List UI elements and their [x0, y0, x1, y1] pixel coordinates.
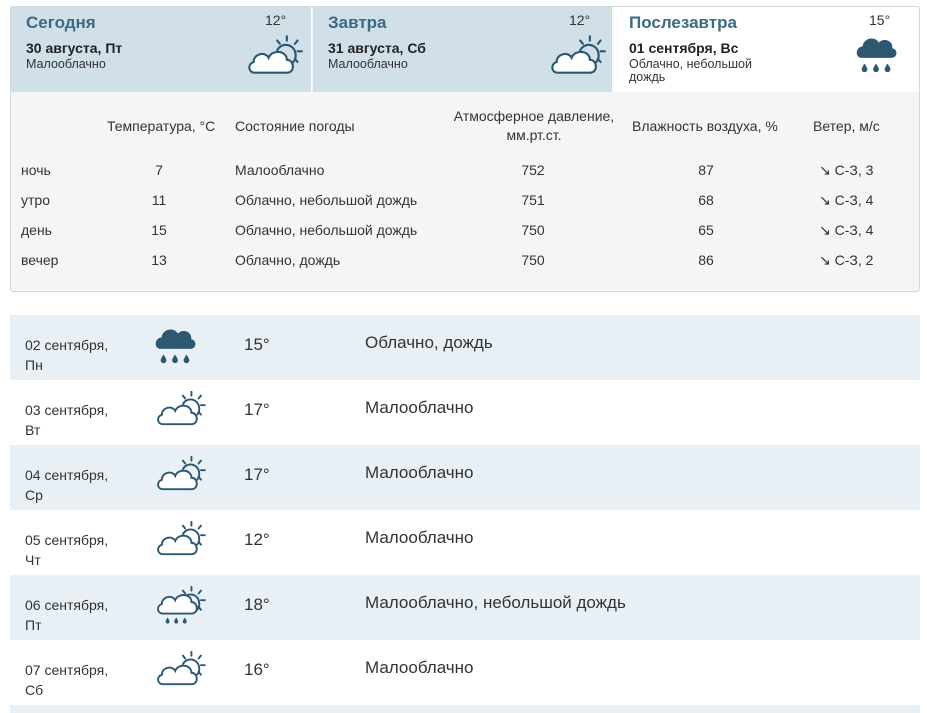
- partly-cloudy-icon: [547, 32, 607, 77]
- forecast-condition: Малооблачно, небольшой дождь: [365, 593, 626, 612]
- forecast-temperature: 16°: [244, 660, 270, 679]
- tab-name: Завтра: [328, 13, 387, 32]
- period-label: день: [21, 222, 52, 238]
- rain-cloud-icon: [854, 32, 898, 76]
- list-item[interactable]: [10, 510, 920, 575]
- period-pressure: 752: [521, 162, 545, 178]
- period-temperature: 7: [155, 162, 163, 178]
- tab-condition: Облачно, небольшой дождь: [629, 57, 752, 84]
- forecast-temperature: 12°: [244, 530, 270, 549]
- partly-cloudy-icon: [153, 518, 207, 558]
- period-temperature: 11: [151, 192, 167, 208]
- period-wind: ↘ С-З, 2: [819, 252, 874, 268]
- partly-cloudy-rain-icon: [153, 583, 207, 625]
- header-wind: Ветер, м/с: [813, 118, 880, 134]
- header-temperature: Температура, °C: [107, 118, 216, 134]
- period-wind: ↘ С-З, 4: [819, 222, 874, 238]
- three-day-panel: [10, 6, 920, 292]
- tab-name: Послезавтра: [629, 13, 737, 32]
- period-state: Облачно, дождь: [235, 252, 341, 268]
- list-item[interactable]: [10, 445, 920, 510]
- forecast-date: 05 сентября, Чт: [25, 532, 109, 568]
- period-state: Облачно, небольшой дождь: [235, 192, 418, 208]
- period-state: Малооблачно: [235, 162, 325, 178]
- forecast-condition: Малооблачно: [365, 398, 474, 417]
- rain-cloud-icon: [153, 323, 197, 367]
- period-pressure: 750: [521, 222, 545, 238]
- tab-condition: Малооблачно: [26, 57, 106, 71]
- list-item: [10, 705, 920, 713]
- period-pressure: 751: [521, 192, 545, 208]
- period-label: утро: [21, 192, 50, 208]
- period-humidity: 86: [698, 252, 714, 268]
- period-pressure: 750: [521, 252, 545, 268]
- forecast-temperature: 17°: [244, 400, 270, 419]
- period-humidity: 65: [698, 222, 714, 238]
- period-label: вечер: [21, 252, 59, 268]
- period-label: ночь: [21, 162, 51, 178]
- forecast-condition: Малооблачно: [365, 528, 474, 547]
- forecast-date: 07 сентября, Сб: [25, 662, 109, 698]
- tab-tomorrow[interactable]: [313, 7, 613, 92]
- forecast-temperature: 15°: [244, 335, 270, 354]
- forecast-date: 02 сентября, Пн: [25, 337, 109, 373]
- tab-temperature: 12°: [265, 12, 287, 28]
- period-humidity: 68: [698, 192, 714, 208]
- forecast-list: [10, 315, 920, 713]
- partly-cloudy-icon: [244, 32, 304, 77]
- period-wind: ↘ С-З, 4: [819, 192, 874, 208]
- forecast-date: 04 сентября, Ср: [25, 467, 109, 503]
- partly-cloudy-icon: [153, 648, 207, 688]
- forecast-temperature: 17°: [244, 465, 270, 484]
- period-humidity: 87: [698, 162, 714, 178]
- period-state: Облачно, небольшой дождь: [235, 222, 418, 238]
- forecast-date: 06 сентября, Пт: [25, 597, 109, 633]
- tab-date: 31 августа, Сб: [328, 40, 426, 56]
- tab-date: 01 сентября, Вс: [629, 40, 739, 56]
- tab-date: 30 августа, Пт: [26, 40, 123, 56]
- tab-temperature: 15°: [869, 12, 891, 28]
- forecast-condition: Малооблачно: [365, 658, 474, 677]
- header-state: Состояние погоды: [235, 118, 355, 134]
- forecast-condition: Облачно, дождь: [365, 333, 493, 352]
- list-item[interactable]: [10, 315, 920, 380]
- list-item[interactable]: [10, 640, 920, 705]
- period-temperature: 13: [151, 252, 167, 268]
- period-wind: ↘ С-З, 3: [819, 162, 874, 178]
- period-temperature: 15: [151, 222, 167, 238]
- list-item[interactable]: [10, 575, 920, 640]
- list-item[interactable]: [10, 380, 920, 445]
- forecast-condition: Малооблачно: [365, 463, 474, 482]
- header-humidity: Влажность воздуха, %: [632, 118, 778, 134]
- forecast-temperature: 18°: [244, 595, 270, 614]
- partly-cloudy-icon: [153, 388, 207, 428]
- tab-today[interactable]: [11, 7, 312, 92]
- tab-condition: Малооблачно: [328, 57, 408, 71]
- partly-cloudy-icon: [153, 453, 207, 493]
- header-pressure: Атмосферное давление, мм.рт.ст.: [453, 108, 615, 143]
- tab-name: Сегодня: [26, 13, 96, 32]
- forecast-date: 03 сентября, Вт: [25, 402, 109, 438]
- tab-temperature: 12°: [569, 12, 591, 28]
- tab-day-after-tomorrow[interactable]: [614, 7, 919, 92]
